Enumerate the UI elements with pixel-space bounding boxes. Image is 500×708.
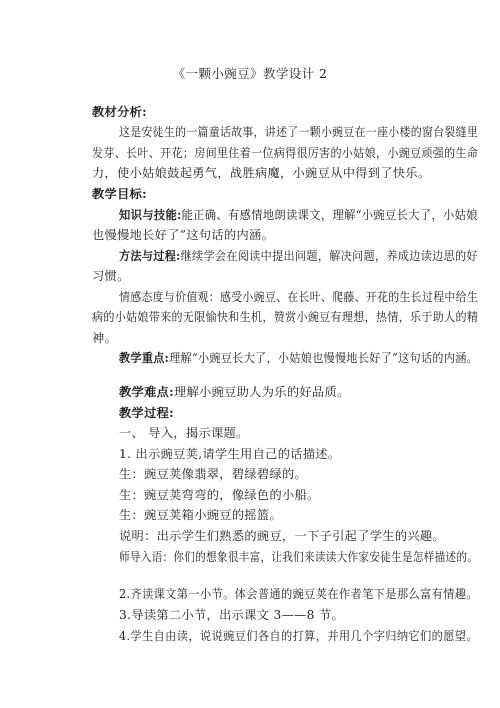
analysis-heading: 教材分析:: [92, 105, 147, 119]
process-line-7: 师导入语：你们的想象很丰富，让我们来读读大作家安徒生是怎样描述的。: [119, 550, 479, 564]
process-step-3: 3.导读第二小节，出示课文 3——8 节。: [119, 608, 345, 622]
process-line-2: 1. 出示豌豆荚,请学生用自己的话描述。: [119, 447, 341, 461]
method-text: 继续学会在阅读中提出问题，解决问题，养成边读边思的好: [180, 249, 478, 263]
method-label: 方法与过程:: [119, 249, 181, 263]
difficulty-text: 理解小豌豆助人为乐的好品质。: [174, 385, 350, 399]
key-point-paragraph: [119, 350, 478, 366]
analysis-line-3: 力，使小姑娘鼓起勇气，战胜病魔，小豌豆从中得到了快乐。: [92, 166, 431, 180]
knowledge-text: 能正确、有感情地朗读课文，理解“小豌豆长大了，小姑娘: [181, 208, 478, 222]
process-line-5: 生：豌豆荚箱小豌豆的摇篮。: [119, 508, 282, 522]
analysis-line-2: 发芽、长叶、开花；房间里住着一位病得很厉害的小姑娘，小豌豆顽强的生命: [92, 146, 479, 160]
emotion-line-2: 病的小姑娘带来的无限愉快和生机，赞赏小豌豆有理想，热情，乐于助人的精: [92, 310, 479, 324]
difficulty-label: 教学难点:: [119, 385, 174, 399]
knowledge-paragraph: [119, 207, 478, 223]
document-title: 《一颗小豌豆》教学设计 2: [172, 66, 328, 81]
emotion-line-1: 情感态度与价值观：感受小豌豆、在长叶、爬藤、开花的生长过程中给生: [119, 290, 479, 304]
analysis-line-1: 这是安徒生的一篇童话故事，讲述了一颗小豌豆在一座小楼的窗台裂缝里: [119, 125, 479, 139]
key-point-label: 教学重点:: [119, 351, 170, 365]
process-line-1: 一、 导入，揭示课题。: [119, 426, 249, 440]
goals-heading: 教学目标:: [92, 187, 147, 201]
method-line-2: 习惯。: [92, 269, 130, 283]
knowledge-label: 知识与技能:: [119, 208, 182, 222]
difficulty-paragraph: [119, 384, 350, 400]
emotion-line-3: 神。: [92, 331, 118, 345]
process-line-3: 生：豌豆荚像翡翠，碧绿碧绿的。: [119, 467, 308, 481]
process-step-2: 2.齐读课文第一小节。体会普通的豌豆荚在作者笔下是那么富有情趣。: [119, 587, 478, 601]
process-line-6: 说明：出示学生们熟悉的豌豆，一下子引起了学生的兴趣。: [119, 529, 445, 543]
process-step-4: 4.学生自由读，说说豌豆们各自的打算，并用几个字归纳它们的愿望。: [119, 629, 478, 643]
process-line-4: 生：豌豆荚弯弯的，像绿色的小船。: [119, 488, 320, 502]
key-point-text: 理解“小豌豆长大了，小姑娘也慢慢地长好了”这句话的内涵。: [169, 351, 479, 365]
knowledge-line-2: 也慢慢地长好了”这句话的内涵。: [92, 228, 275, 242]
process-heading: 教学过程:: [119, 406, 174, 420]
method-paragraph: [119, 248, 478, 264]
